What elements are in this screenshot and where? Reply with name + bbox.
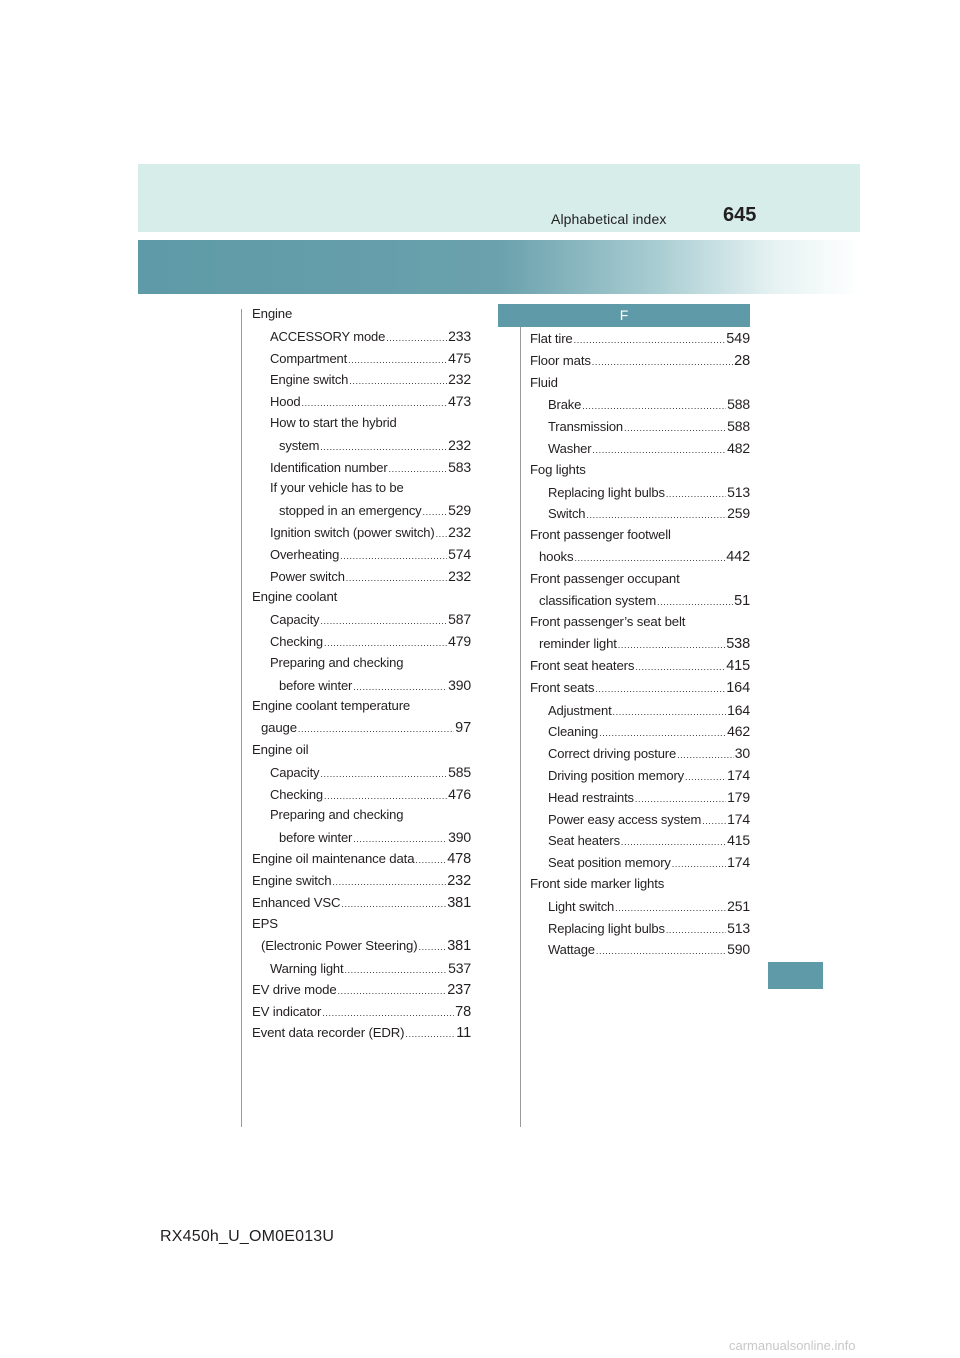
index-entry-page[interactable]: 479 xyxy=(448,632,471,649)
dot-leader xyxy=(405,1029,455,1039)
index-entry[interactable] xyxy=(252,437,471,459)
index-entry-page[interactable]: 232 xyxy=(448,523,471,540)
index-entry-page[interactable]: 251 xyxy=(727,897,750,914)
dot-leader xyxy=(346,573,447,583)
index-entry-page[interactable]: 442 xyxy=(726,548,750,565)
dot-leader xyxy=(324,638,447,648)
index-entry-page[interactable]: 390 xyxy=(448,829,471,846)
index-entry-text: Checking xyxy=(270,633,323,649)
index-entry[interactable] xyxy=(530,418,750,440)
dot-leader xyxy=(301,398,447,408)
dot-leader xyxy=(666,925,726,935)
index-entry-text: reminder light xyxy=(539,636,617,652)
dot-leader xyxy=(389,464,448,474)
index-entry-text: (Electronic Power Steering) xyxy=(261,938,418,954)
middle-column-rule xyxy=(520,309,521,1127)
index-entry-page[interactable]: 587 xyxy=(448,611,471,628)
dot-leader xyxy=(595,684,725,694)
index-entry-text: Head restraints xyxy=(548,789,634,805)
index-entry-text: Front seats xyxy=(530,679,595,695)
index-entry-text: Engine switch xyxy=(252,872,332,888)
index-entry[interactable] xyxy=(530,593,750,615)
index-entry-page[interactable]: 179 xyxy=(727,788,750,805)
dot-leader xyxy=(592,357,733,367)
document-code: RX450h_U_OM0E013U xyxy=(160,1228,335,1245)
index-entry[interactable] xyxy=(530,898,750,920)
index-entry[interactable] xyxy=(252,764,471,786)
index-entry-text: Engine xyxy=(252,306,293,321)
index-entry-page[interactable]: 574 xyxy=(448,545,471,562)
index-entry-page[interactable]: 583 xyxy=(448,458,471,475)
index-entry-page[interactable]: 232 xyxy=(448,436,471,453)
index-entry-text: Driving position memory xyxy=(548,767,684,783)
index-entry[interactable] xyxy=(530,396,750,418)
index-entry xyxy=(252,742,471,764)
dot-leader xyxy=(613,707,727,717)
index-entry-page[interactable]: 233 xyxy=(448,327,471,344)
index-entry-text: EPS xyxy=(252,916,278,932)
dot-leader xyxy=(574,553,725,563)
dot-leader xyxy=(666,489,726,499)
index-entry-page[interactable]: 174 xyxy=(727,766,750,783)
index-entry-text: Flat tire xyxy=(530,331,573,346)
index-entry[interactable] xyxy=(252,677,471,699)
index-entry-text: Front passenger’s seat belt xyxy=(530,614,686,630)
index-entry-text: Engine switch xyxy=(270,372,349,388)
index-entry-text: Preparing and checking xyxy=(270,807,404,823)
index-entry-page[interactable]: 537 xyxy=(448,959,471,976)
index-entry[interactable] xyxy=(252,546,471,568)
section-letter-heading: F xyxy=(498,304,750,327)
index-entry[interactable] xyxy=(530,723,750,745)
index-entry[interactable] xyxy=(530,832,750,854)
dot-leader xyxy=(320,616,447,626)
index-entry xyxy=(530,571,750,593)
index-entry[interactable] xyxy=(252,633,471,655)
dot-leader xyxy=(436,529,448,539)
index-entry-text: Power easy access system xyxy=(548,811,702,827)
index-entry[interactable] xyxy=(530,745,750,767)
index-entry-text: Preparing and checking xyxy=(270,654,404,670)
index-entry-text: Cleaning xyxy=(548,724,599,740)
index-entry[interactable] xyxy=(252,350,471,372)
index-entry[interactable] xyxy=(252,873,471,895)
index-entry-page[interactable]: 513 xyxy=(727,919,750,936)
index-entry[interactable] xyxy=(252,851,471,873)
index-entry[interactable] xyxy=(530,789,750,811)
index-entry-text: ACCESSORY mode xyxy=(270,328,386,344)
index-entry-page[interactable]: 237 xyxy=(447,981,471,998)
index-entry-text: Engine oil maintenance data xyxy=(252,850,415,866)
index-entry-text: Seat heaters xyxy=(548,833,620,849)
dot-leader xyxy=(344,965,447,975)
index-entry[interactable] xyxy=(530,811,750,833)
index-entry-page[interactable]: 588 xyxy=(727,418,750,435)
index-entry-page[interactable]: 585 xyxy=(448,763,471,780)
dot-leader xyxy=(574,335,726,345)
index-column-right xyxy=(530,331,750,963)
index-entry-page[interactable]: 473 xyxy=(448,393,471,410)
index-entry[interactable] xyxy=(252,459,471,481)
dot-leader xyxy=(423,507,448,517)
index-entry-page[interactable]: 475 xyxy=(448,349,471,366)
index-entry-text: system xyxy=(279,437,320,453)
index-entry-text: before winter xyxy=(279,677,353,693)
index-entry xyxy=(252,698,471,720)
index-entry-page[interactable]: 549 xyxy=(726,331,750,347)
index-entry-text: Engine oil xyxy=(252,741,309,757)
index-entry[interactable] xyxy=(530,636,750,658)
dot-leader xyxy=(635,662,725,672)
index-entry[interactable] xyxy=(530,331,750,353)
dot-leader xyxy=(635,794,726,804)
index-entry xyxy=(252,415,471,437)
index-entry[interactable] xyxy=(530,440,750,462)
index-entry-page[interactable]: 78 xyxy=(455,1003,471,1020)
dot-leader xyxy=(582,401,726,411)
page-number: 645 xyxy=(723,204,757,226)
index-entry[interactable] xyxy=(530,941,750,963)
index-entry-page[interactable]: 174 xyxy=(727,810,750,827)
index-entry[interactable] xyxy=(252,502,471,524)
index-entry-text: stopped in an emergency xyxy=(279,503,422,519)
dot-leader xyxy=(592,445,726,455)
index-entry[interactable] xyxy=(252,328,471,350)
index-entry-text: hooks xyxy=(539,548,574,564)
dot-leader xyxy=(340,551,447,561)
index-entry[interactable] xyxy=(530,484,750,506)
index-entry xyxy=(252,589,471,611)
index-entry[interactable] xyxy=(252,982,471,1004)
index-entry-text: Engine coolant temperature xyxy=(252,698,411,714)
index-entry[interactable] xyxy=(530,920,750,942)
dot-leader xyxy=(702,816,726,826)
index-entry-text: Front side marker lights xyxy=(530,875,665,891)
index-entry xyxy=(252,306,471,328)
index-entry-text: Power switch xyxy=(270,568,345,584)
index-entry[interactable] xyxy=(530,658,750,680)
index-entry-text: Checking xyxy=(270,786,323,802)
index-entry xyxy=(252,480,471,502)
index-entry[interactable] xyxy=(252,568,471,590)
dot-leader xyxy=(621,837,726,847)
index-entry-page[interactable]: 482 xyxy=(727,439,750,456)
dot-leader xyxy=(624,423,726,433)
index-entry-page[interactable]: 588 xyxy=(727,396,750,413)
index-entry-text: gauge xyxy=(261,720,297,736)
index-entry[interactable] xyxy=(252,786,471,808)
page-header-title: Alphabetical index xyxy=(551,211,667,227)
dot-leader xyxy=(341,899,446,909)
index-entry[interactable] xyxy=(252,611,471,633)
index-entry-text: Adjustment xyxy=(548,702,612,718)
index-entry[interactable] xyxy=(252,720,471,742)
index-entry-page[interactable]: 415 xyxy=(727,832,750,849)
dot-leader xyxy=(618,640,725,650)
dot-leader xyxy=(386,333,447,343)
index-entry-text: Hood xyxy=(270,394,301,410)
dot-leader xyxy=(348,355,447,365)
dot-leader xyxy=(349,376,447,386)
index-entry-text: Overheating xyxy=(270,546,340,562)
index-entry[interactable] xyxy=(530,702,750,724)
index-entry-page[interactable]: 590 xyxy=(727,941,750,958)
index-entry-page[interactable]: 97 xyxy=(455,720,471,737)
index-entry-page[interactable]: 462 xyxy=(727,723,750,740)
dot-leader xyxy=(353,834,447,844)
index-entry-page[interactable]: 232 xyxy=(448,567,471,584)
index-entry xyxy=(530,375,750,397)
index-entry xyxy=(252,655,471,677)
index-entry-page[interactable]: 529 xyxy=(448,502,471,519)
index-entry xyxy=(530,462,750,484)
index-entry-text: Light switch xyxy=(548,898,615,914)
index-entry-page[interactable]: 538 xyxy=(726,636,750,653)
index-entry-text: EV indicator xyxy=(252,1003,322,1019)
left-column-rule xyxy=(241,309,242,1127)
index-entry[interactable] xyxy=(252,895,471,917)
index-entry-text: Wattage xyxy=(548,942,595,958)
dot-leader xyxy=(599,728,726,738)
index-entry-page[interactable]: 476 xyxy=(448,785,471,802)
index-entry[interactable] xyxy=(252,1004,471,1026)
index-entry-page[interactable]: 28 xyxy=(734,352,750,369)
dot-leader xyxy=(672,859,726,869)
index-entry-text: Compartment xyxy=(270,350,348,366)
watermark-text: carmanualsonline.info xyxy=(729,1338,856,1353)
index-entry-text: Ignition switch (power switch) xyxy=(270,524,435,540)
index-entry-page[interactable]: 11 xyxy=(456,1025,471,1042)
index-entry-page[interactable]: 164 xyxy=(727,701,750,718)
chapter-thumb-tab[interactable] xyxy=(768,962,823,989)
dot-leader xyxy=(320,769,447,779)
index-entry-page[interactable]: 232 xyxy=(448,371,471,388)
index-entry[interactable] xyxy=(530,353,750,375)
index-entry-text: Fog lights xyxy=(530,461,586,477)
index-entry-page[interactable]: 513 xyxy=(727,483,750,500)
index-entry xyxy=(530,527,750,549)
dot-leader xyxy=(685,772,726,782)
index-entry-text: Warning light xyxy=(270,960,344,976)
index-entry-page[interactable]: 174 xyxy=(727,854,750,871)
index-entry-text: Engine coolant xyxy=(252,589,338,605)
index-column-left xyxy=(252,306,471,1047)
index-entry[interactable] xyxy=(530,549,750,571)
index-entry[interactable] xyxy=(530,767,750,789)
index-entry-page[interactable]: 51 xyxy=(734,592,750,609)
index-entry-text: Correct driving posture xyxy=(548,746,677,762)
index-entry[interactable] xyxy=(252,829,471,851)
index-entry[interactable] xyxy=(530,505,750,527)
dot-leader xyxy=(332,877,446,887)
index-entry-text: Identification number xyxy=(270,459,388,475)
index-entry-page[interactable]: 381 xyxy=(447,938,471,955)
index-entry[interactable] xyxy=(252,960,471,982)
index-entry-text: Brake xyxy=(548,397,582,413)
decorative-gradient-band xyxy=(138,240,860,294)
index-entry-text: If your vehicle has to be xyxy=(270,480,404,496)
index-entry-page[interactable]: 390 xyxy=(448,676,471,693)
dot-leader xyxy=(596,946,726,956)
index-entry[interactable] xyxy=(252,393,471,415)
dot-leader xyxy=(677,750,734,760)
index-entry[interactable] xyxy=(252,524,471,546)
index-entry xyxy=(252,807,471,829)
dot-leader xyxy=(322,1008,454,1018)
dot-leader xyxy=(324,791,447,801)
index-entry xyxy=(530,614,750,636)
index-entry-text: Seat position memory xyxy=(548,855,671,871)
index-entry[interactable] xyxy=(530,680,750,702)
index-entry[interactable] xyxy=(252,1025,471,1047)
index-entry-text: Fluid xyxy=(530,374,558,390)
dot-leader xyxy=(338,986,447,996)
index-entry-text: Transmission xyxy=(548,419,624,435)
index-entry-text: Replacing light bulbs xyxy=(548,920,665,936)
index-entry-page[interactable]: 415 xyxy=(726,657,750,674)
index-entry-page[interactable]: 381 xyxy=(447,894,471,911)
index-entry-text: Capacity xyxy=(270,764,320,780)
dot-leader xyxy=(320,442,447,452)
index-entry-text: Front passenger occupant xyxy=(530,570,680,586)
index-entry[interactable] xyxy=(252,938,471,960)
index-entry[interactable] xyxy=(530,854,750,876)
index-entry-text: Event data recorder (EDR) xyxy=(252,1025,405,1041)
index-entry-text: Washer xyxy=(548,440,592,456)
index-entry-text: How to start the hybrid xyxy=(270,414,397,430)
index-entry-text: classification system xyxy=(539,592,657,608)
index-entry-text: Front seat heaters xyxy=(530,657,635,673)
index-entry-text: Switch xyxy=(548,506,586,522)
index-entry-page[interactable]: 478 xyxy=(447,850,471,867)
index-entry-text: Replacing light bulbs xyxy=(548,484,665,500)
index-entry-text: Capacity xyxy=(270,612,320,628)
dot-leader xyxy=(586,510,726,520)
index-entry-page[interactable]: 30 xyxy=(734,745,750,762)
index-entry-text: Enhanced VSC xyxy=(252,894,341,910)
index-entry xyxy=(252,916,471,938)
index-entry-text: Front passenger footwell xyxy=(530,527,671,543)
index-entry-text: before winter xyxy=(279,830,353,846)
dot-leader xyxy=(353,682,447,692)
index-entry[interactable] xyxy=(252,371,471,393)
index-entry-page[interactable]: 164 xyxy=(726,679,750,696)
index-entry-text: Floor mats xyxy=(530,352,591,368)
index-entry-text: EV drive mode xyxy=(252,981,337,997)
index-entry-page[interactable]: 259 xyxy=(727,505,750,522)
dot-leader xyxy=(615,903,726,913)
dot-leader xyxy=(657,597,733,607)
index-entry-page[interactable]: 232 xyxy=(447,872,471,889)
index-entry xyxy=(530,876,750,898)
dot-leader xyxy=(298,724,454,734)
dot-leader xyxy=(418,942,446,952)
dot-leader xyxy=(415,855,446,865)
